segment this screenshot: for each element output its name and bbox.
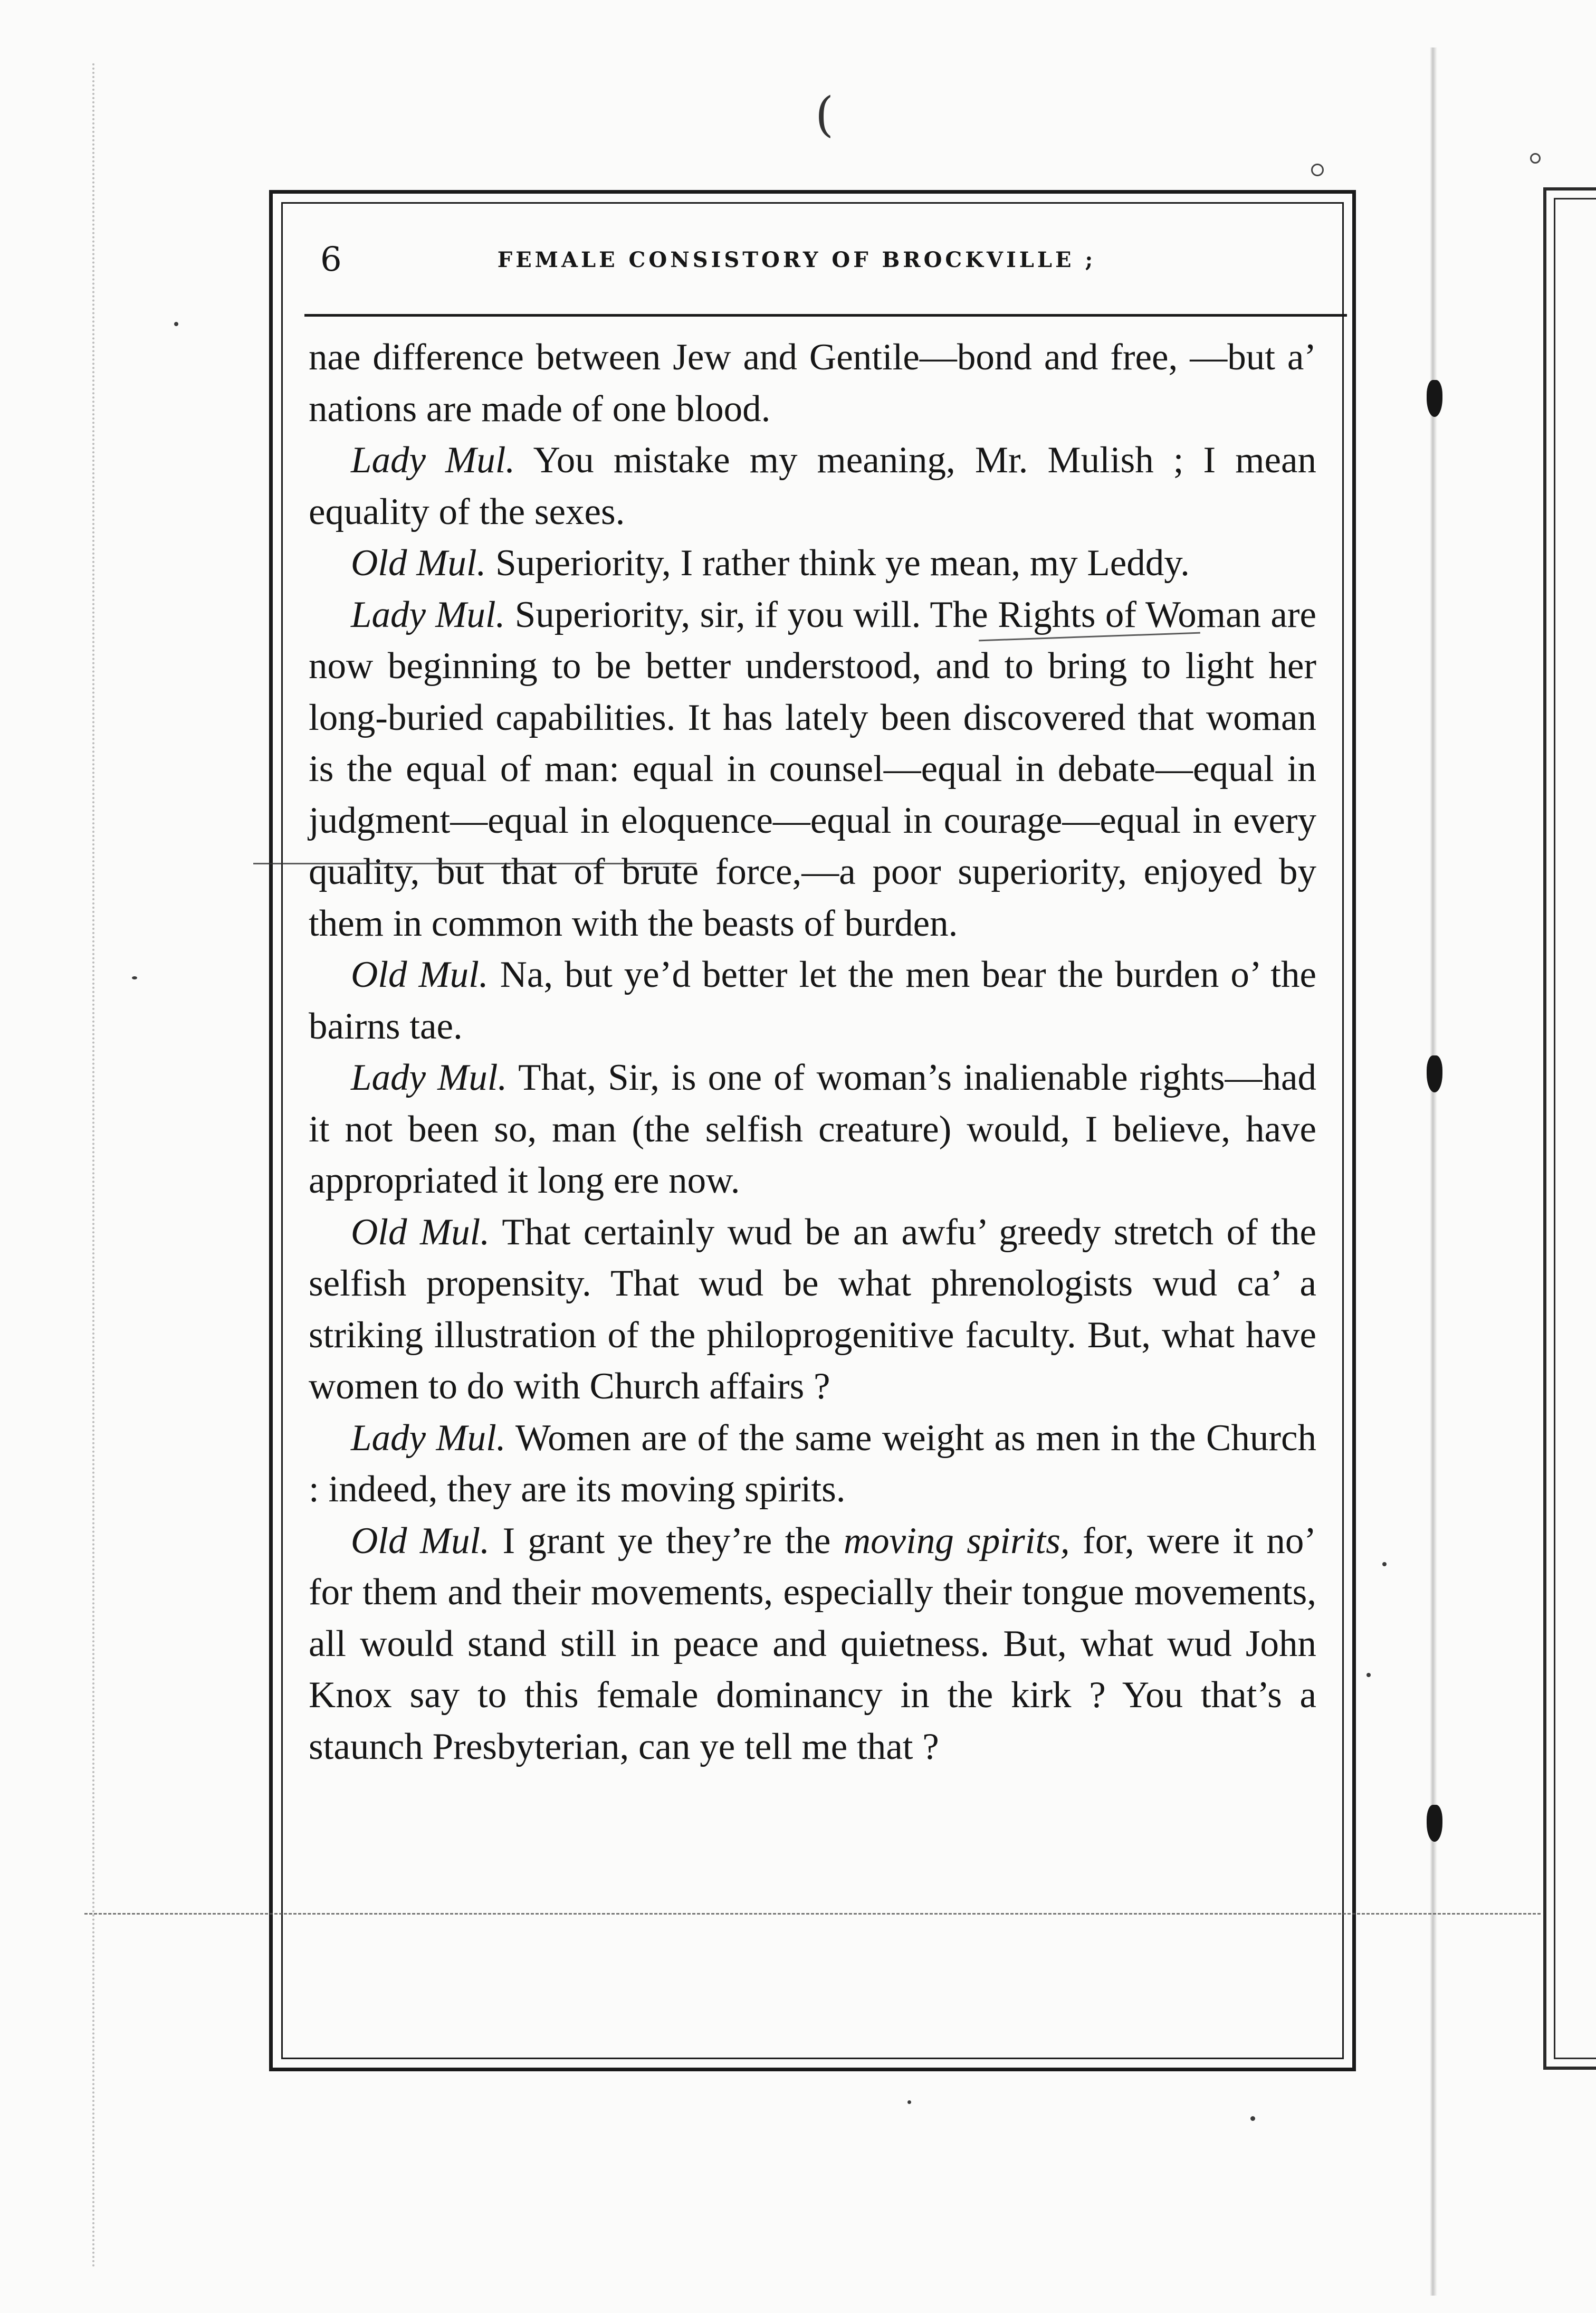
adjacent-page-border xyxy=(1543,187,1596,2070)
paragraph-text: You mistake my meaning, Mr. Mulish ; I mean equality of the sexes. xyxy=(309,440,1316,532)
speck xyxy=(907,2100,911,2104)
paragraph xyxy=(309,1413,1316,1516)
speck xyxy=(1530,153,1541,164)
paragraph-text: That certainly wud be an awfu’ greedy stretch of the selfish propensity. That wud be what phrenologists wud ca’ a striking illustration of the philoprogenitive faculty. But, what have women to do with Church affairs ? xyxy=(309,1211,1317,1407)
paragraph-text: nae difference between Jew and Gentile—bond and free, —but a’ nations are made of one blood. xyxy=(309,337,1316,430)
gutter-mark xyxy=(1427,1055,1442,1092)
running-head: FEMALE CONSISTORY OF BROCKVILLE ; xyxy=(497,247,1096,272)
page-edge-left xyxy=(92,63,99,2269)
speaker-name: Lady Mul. xyxy=(351,594,505,635)
speaker-name: Old Mul. xyxy=(351,542,486,584)
header-rule xyxy=(304,314,1347,317)
page-number: 6 xyxy=(320,240,342,279)
paragraph-text: I grant ye they’re the xyxy=(502,1520,831,1562)
speaker-name: Lady Mul. xyxy=(351,1417,506,1459)
page-frame xyxy=(269,190,1356,2071)
paragraph-text: Women are of the same weight as men in the Church : indeed, they are its moving spirits. xyxy=(309,1417,1317,1510)
paragraph-text: Superiority, I rather think ye mean, my Leddy. xyxy=(495,542,1190,584)
speck xyxy=(1382,1562,1387,1566)
paragraph xyxy=(309,1207,1316,1413)
paragraph xyxy=(309,949,1316,1052)
gutter-mark xyxy=(1427,380,1442,417)
speaker-name: Old Mul. xyxy=(351,1211,490,1253)
paragraph xyxy=(309,332,1316,435)
stray-mark: ( xyxy=(815,87,834,142)
speaker-name: Old Mul. xyxy=(351,954,489,995)
paragraph xyxy=(309,538,1316,589)
speaker-name: Lady Mul. xyxy=(351,1057,508,1098)
speck xyxy=(1311,164,1324,176)
fold-line xyxy=(84,1913,1541,1915)
paragraph xyxy=(309,1052,1316,1207)
paragraph xyxy=(309,589,1316,950)
paragraph xyxy=(309,1516,1316,1773)
page-header xyxy=(320,236,1305,283)
emphasized-text: moving spirits, xyxy=(843,1520,1070,1562)
dialogue-text xyxy=(309,332,1316,1773)
pencil-underline xyxy=(253,863,696,864)
speck xyxy=(132,976,137,979)
paragraph-text: Superiority, sir, if you will. The Rights of Woman are now beginning to be better understood, and to bring to light her long-buried capabilities. It has lately been discovered that woman is the equal of man: equal in counsel—equal in debate—equal in judgment—equal in eloquence—equal in courage—equal in every quality, but that of brute force,—a poor superiority, enjoyed by them in common with the beasts of burden. xyxy=(309,594,1316,944)
paragraph-text: Na, but ye’d better let the men bear the burden o’ the bairns tae. xyxy=(309,954,1317,1047)
speck xyxy=(174,322,178,326)
paragraph-text: for, were it no’ for them and their movements, especially their tongue movements, all would stand still in peace and quietness. But, what wud John Knox say to this female dominancy in the kirk ? You that’s a staunch Presbyterian, can ye tell me that ? xyxy=(309,1520,1317,1767)
paragraph-text: That, Sir, is one of woman’s inalienable rights—had it not been so, man (the selfish creature) would, I believe, have appropriated it long ere now. xyxy=(309,1057,1317,1201)
speck xyxy=(1366,1673,1371,1677)
speck xyxy=(1250,2116,1255,2121)
gutter-mark xyxy=(1427,1805,1442,1842)
speaker-name: Lady Mul. xyxy=(351,440,515,481)
paragraph xyxy=(309,435,1316,538)
speaker-name: Old Mul. xyxy=(351,1520,490,1562)
